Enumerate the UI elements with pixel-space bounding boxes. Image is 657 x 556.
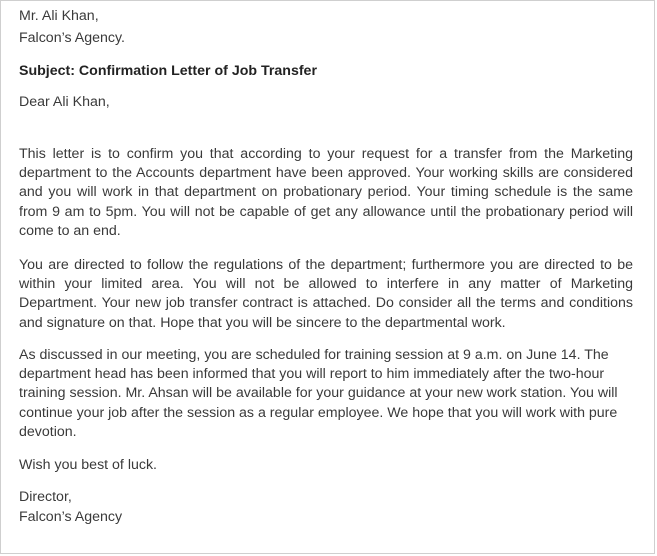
body-paragraph-3: As discussed in our meeting, you are scheduled for training session at 9 a.m. on June 14. The department head has been informed that you will report to him immediately after the two-hour training session. Mr. Ahsan will be available for your guidance at your new work station. You will continue your job after the session as a regular employee. We hope that you will work with pure devotion. — [19, 347, 618, 440]
signature-title: Director, — [19, 489, 72, 505]
letter-subject: Subject: Confirmation Letter of Job Transfer — [19, 63, 317, 79]
signature-company: Falcon’s Agency — [19, 509, 123, 525]
closing-line: Wish you best of luck. — [19, 457, 157, 473]
recipient-company: Falcon’s Agency. — [19, 30, 125, 46]
recipient-name: Mr. Ali Khan, — [19, 8, 99, 24]
body-paragraph-2: You are directed to follow the regulations of the department; furthermore you are directed to be within your limited area. You will not be allowed to interfere in any matter of Marketing Department. Your new job transfer contract is attached. Do consider all the terms and conditions and signature on that. Hope that you will be sincere to the departmental work. — [19, 257, 633, 331]
salutation: Dear Ali Khan, — [19, 94, 110, 110]
body-paragraph-1: This letter is to confirm you that according to your request for a transfer from the Marketing department to the Accounts department have been approved. Your working skills are considered and you will work in that department on probationary period. Your timing schedule is the same from 9 am to 5pm. You will not be capable of get any allowance until the probationary period will come to an end. — [19, 146, 633, 239]
